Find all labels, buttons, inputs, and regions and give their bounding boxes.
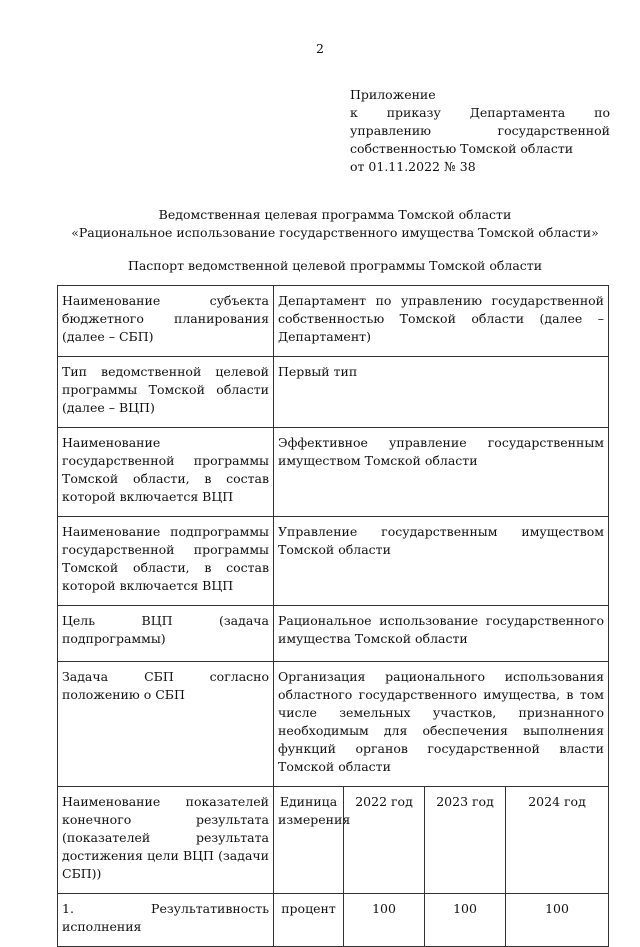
table-row — [58, 606, 609, 662]
indicator-value: 100 — [344, 894, 425, 947]
year-header: 2023 год — [425, 787, 506, 894]
row-label: Наименование подпрограммы государственной программы Томской области, в состав которой включается ВЦП — [58, 517, 274, 606]
passport-heading: Паспорт ведомственной целевой программы Томской области — [127, 258, 543, 273]
table-row — [58, 428, 609, 517]
table-row — [58, 517, 609, 606]
passport-table — [57, 285, 609, 947]
row-value: Управление государственным имуществом Томской области — [274, 517, 609, 606]
appendix-title: Приложение — [350, 87, 436, 102]
indicator-unit: процент — [274, 894, 344, 947]
year-header: 2024 год — [506, 787, 609, 894]
indicator-name: 1. Результативность исполнения — [58, 894, 274, 947]
table-row — [58, 894, 609, 947]
unit-header: Единица измерения — [274, 787, 344, 894]
table-row — [58, 357, 609, 428]
appendix-order-reference: к приказу Департамента по управлению государственной собственностью Томской области — [350, 105, 610, 156]
program-title — [0, 206, 640, 242]
page-number: 2 — [316, 41, 324, 56]
row-label: Наименование государственной программы Томской области, в состав которой включается ВЦП — [58, 428, 274, 517]
table-row — [58, 286, 609, 357]
program-title-line-1: Ведомственная целевая программа Томской области — [158, 207, 512, 222]
row-value: Департамент по управлению государственной собственностью Томской области (далее – Департамент) — [274, 286, 609, 357]
table-row — [58, 662, 609, 787]
row-value: Первый тип — [274, 357, 609, 428]
row-label: Наименование субъекта бюджетного планирования (далее – СБП) — [58, 286, 274, 357]
year-header: 2022 год — [344, 787, 425, 894]
row-value: Рациональное использование государственного имущества Томской области — [274, 606, 609, 662]
indicators-label: Наименование показателей конечного результата (показателей результата достижения цели ВЦП (задачи СБП)) — [58, 787, 274, 894]
program-title-line-2: «Рациональное использование государственного имущества Томской области» — [71, 225, 599, 240]
indicator-value: 100 — [506, 894, 609, 947]
appendix-order-date: от 01.11.2022 № 38 — [350, 159, 476, 174]
row-value: Организация рационального использования областного государственного имущества, в том числе земельных участков, признанного необходимым для обеспечения выполнения функций органов государственной власти Томской области — [274, 662, 609, 787]
indicator-value: 100 — [425, 894, 506, 947]
table-row — [58, 787, 609, 894]
row-value: Эффективное управление государственным имуществом Томской области — [274, 428, 609, 517]
row-label: Тип ведомственной целевой программы Томской области (далее – ВЦП) — [58, 357, 274, 428]
appendix-block — [350, 86, 610, 176]
row-label: Задача СБП согласно положению о СБП — [58, 662, 274, 787]
row-label: Цель ВЦП (задача подпрограммы) — [58, 606, 274, 662]
